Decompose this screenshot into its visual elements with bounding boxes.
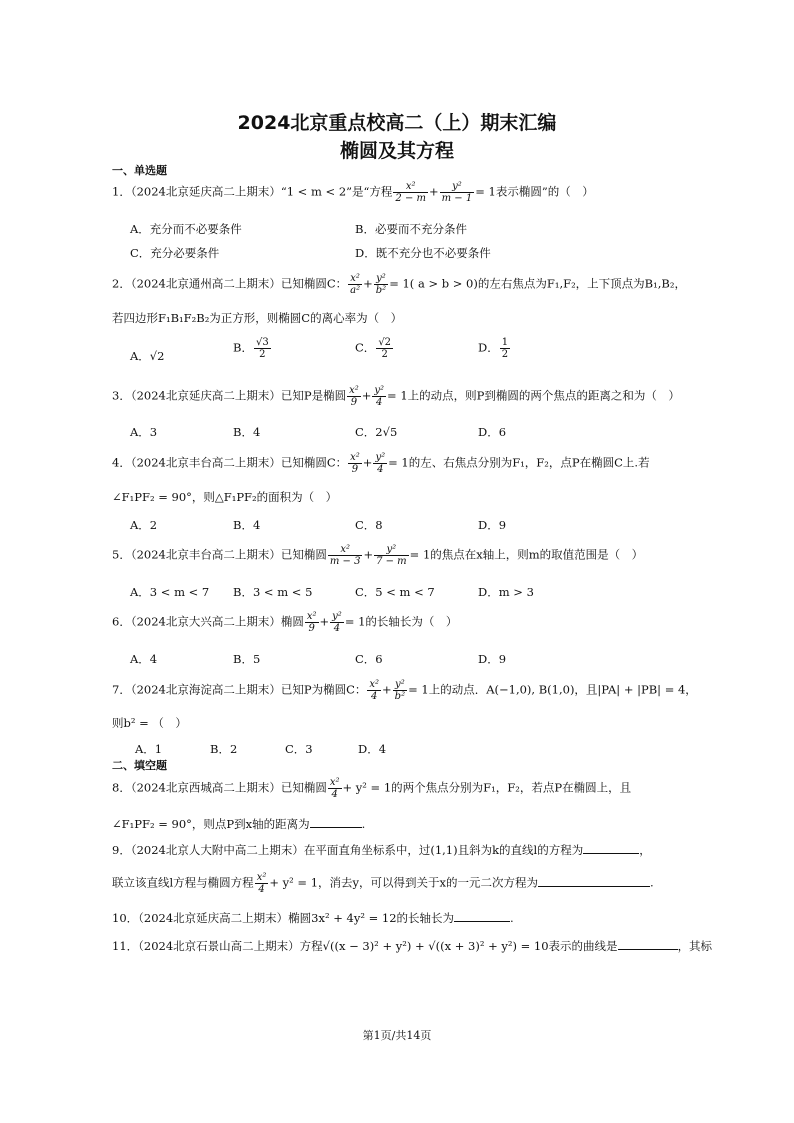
question-8-line2: ∠F₁PF₂ = 90°，则点P到x轴的距离为 . <box>112 817 366 831</box>
answer-blank <box>454 911 510 922</box>
section-fill-in: 二、填空题 <box>112 759 167 772</box>
question-7: 7．（2024北京海淀高二上期末）已知P为椭圆C： $\frac{\text{x²}}{4}$ + $\frac{\text{y²}}{\text{b²}}$ = 1上的动点．A(−1,0), B(1,0)，且|PA| + |PB| = 4， <box>112 679 697 702</box>
document-title: 2024北京重点校高二（上）期末汇编 <box>237 112 557 134</box>
answer-blank <box>583 843 639 854</box>
q4-option-a: A．2 <box>130 518 158 532</box>
question-2: 2．（2024北京通州高二上期末）已知椭圆C： $\frac{\text{x²}}{\text{a²}}$ + $\frac{\text{y²}}{\text{b²}}$ = 1( a > b > 0)的左右焦点为F₁,F₂，上下顶点为B₁,B₂， <box>112 273 686 296</box>
q6-option-b: B．5 <box>233 652 261 666</box>
q7-option-a: A．1 <box>135 742 163 756</box>
question-5: 5．（2024北京丰台高二上期末）已知椭圆 $\frac{\text{x²}}{m - 3}$ + $\frac{\text{y²}}{7 - m}$ = 1的焦点在x轴上，则m的取值范围是（ ） <box>112 544 644 567</box>
section-single-choice: 一、单选题 <box>112 164 167 177</box>
question-2-line2: 若四边形F₁B₁F₂B₂为正方形，则椭圆C的离心率为（ ） <box>112 311 403 325</box>
page-footer: 第1页/共14页 <box>362 1029 432 1042</box>
q6-option-c: C．6 <box>355 652 383 666</box>
answer-blank <box>538 876 650 887</box>
q1-option-d: D．既不充分也不必要条件 <box>355 246 491 260</box>
q3-option-a: A．3 <box>130 425 158 439</box>
question-6: 6．（2024北京大兴高二上期末）椭圆 $\frac{\text{x²}}{9}$ + $\frac{\text{y²}}{4}$ = 1的长轴长为（ ） <box>112 611 458 634</box>
q1-option-b: B．必要而不充分条件 <box>355 222 467 236</box>
question-10: 10．（2024北京延庆高二上期末）椭圆3x² + 4y² = 12的长轴长为 . <box>112 911 514 925</box>
q4-option-b: B．4 <box>233 518 261 532</box>
q1-option-c: C．充分必要条件 <box>130 246 220 260</box>
q4-option-c: C．8 <box>355 518 383 532</box>
question-4: 4．（2024北京丰台高二上期末）已知椭圆C： $\frac{\text{x²}}{9}$ + $\frac{\text{y²}}{4}$ = 1的左、右焦点分别为F₁，F₂，点P在椭圆C上.若 <box>112 452 650 475</box>
q3-option-b: B．4 <box>233 425 261 439</box>
q1-option-a: A．充分而不必要条件 <box>130 222 242 236</box>
question-7-line2: 则b² = （ ） <box>112 716 187 730</box>
q2-option-d: D． $\frac{1}{2}$ <box>478 337 509 360</box>
q4-option-d: D．9 <box>478 518 507 532</box>
answer-blank <box>618 939 678 950</box>
question-11: 11．（2024北京石景山高二上期末）方程√((x − 3)² + y²) + √((x + 3)² + y²) = 10表示的曲线是 ，其标 <box>112 939 713 953</box>
question-4-line2: ∠F₁PF₂ = 90°，则△F₁PF₂的面积为（ ） <box>112 490 338 504</box>
q3-option-d: D．6 <box>478 425 507 439</box>
q7-option-b: B．2 <box>210 742 238 756</box>
q5-option-b: B．3 < m < 5 <box>233 585 313 599</box>
q5-option-a: A．3 < m < 7 <box>130 585 210 599</box>
q2-option-a: A．√2 <box>130 349 165 363</box>
question-9: 9．（2024北京人大附中高二上期末）在平面直角坐标系中，过(1,1)且斜为k的直线l的方程为 ， <box>112 843 651 857</box>
answer-blank <box>310 817 362 828</box>
question-3: 3．（2024北京延庆高二上期末）已知P是椭圆 $\frac{\text{x²}}{9}$ + $\frac{\text{y²}}{4}$ = 1上的动点，则P到椭圆的两个焦点的距离之和为（ ） <box>112 385 680 408</box>
q3-option-c: C．2√5 <box>355 425 398 439</box>
q2-option-b: B． $\frac{√3}{2}$ <box>233 337 269 360</box>
question-1: 1．（2024北京延庆高二上期末）“1 < m < 2”是“方程 $\frac{\text{x²}}{2 - m}$ + $\frac{\text{y²}}{m - 1}$ = 1表示椭圆”的（ ） <box>112 181 594 204</box>
question-8: 8．（2024北京西城高二上期末）已知椭圆 $\frac{\text{x²}}{4}$ + y² = 1的两个焦点分别为F₁，F₂，若点P在椭圆上，且 <box>112 777 632 800</box>
question-9-line2: 联立该直线l方程与椭圆方程 $\frac{\text{x²}}{4}$ + y² = 1，消去y，可以得到关于x的一元二次方程为 . <box>112 872 654 895</box>
q5-option-d: D．m > 3 <box>478 585 534 599</box>
q2-option-c: C． $\frac{√2}{2}$ <box>355 337 392 360</box>
q7-option-c: C．3 <box>285 742 313 756</box>
document-subtitle: 椭圆及其方程 <box>339 140 454 162</box>
q7-option-d: D．4 <box>358 742 387 756</box>
q6-option-a: A．4 <box>130 652 158 666</box>
q6-option-d: D．9 <box>478 652 507 666</box>
q5-option-c: C．5 < m < 7 <box>355 585 435 599</box>
